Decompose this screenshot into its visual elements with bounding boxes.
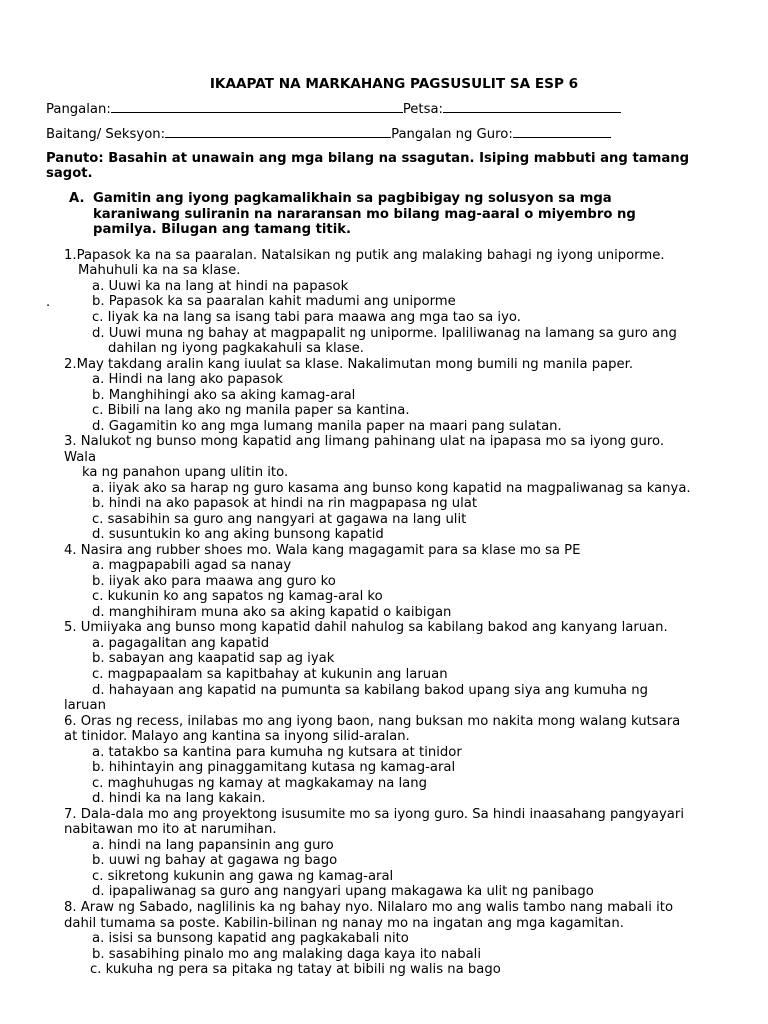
section-label: Baitang/ Seksyon: xyxy=(46,127,166,142)
instructions-line-1: Panuto: Basahin at unawain ang mga bilang na ssagutan. Isiping mabbuti ang tamang xyxy=(46,151,690,166)
q4-option-c: c. kukunin ko ang sapatos ng kamag-aral ko xyxy=(92,589,383,604)
stray-mark: . xyxy=(46,295,51,310)
q6-option-a: a. tatakbo sa kantina para kumuha ng kutsara at tinidor xyxy=(92,745,462,760)
q3-stem: 3. Nalukot ng bunso mong kapatid ang limang pahinang ulat na ipapasa mo sa iyong guro. xyxy=(64,434,665,449)
q5-option-a: a. pagagalitan ang kapatid xyxy=(92,636,270,651)
section-a-marker: A. xyxy=(69,191,85,206)
q5-stem: 5. Umiiyaka ang bunso mong kapatid dahil nahulog sa kabilang bakod ang kanyang laruan. xyxy=(64,620,668,635)
q8-stem-cont: dahil tumama sa poste. Kabilin-bilinan ng nanay mo na ingatan ang mga kagamitan. xyxy=(64,916,624,931)
instructions-line-2: sagot. xyxy=(46,166,93,181)
q3-stem-cont: Wala xyxy=(64,450,97,465)
q4-option-a: a. magpapabili agad sa nanay xyxy=(92,558,292,573)
q3-option-c: c. sasabihin sa guro ang nangyari at gagawa na lang ulit xyxy=(92,512,467,527)
section-blank[interactable] xyxy=(165,125,391,138)
q6-option-b: b. hihintayin ang pinaggamitang kutasa ng kamag-aral xyxy=(92,760,456,775)
q5-option-b: b. sabayan ang kaapatid sap ag iyak xyxy=(92,651,335,666)
name-date-row xyxy=(46,100,621,118)
q3-stem-cont-2: ka ng panahon upang ulitin ito. xyxy=(82,465,289,480)
section-a-line-3: pamilya. Bilugan ang tamang titik. xyxy=(93,222,352,237)
q2-option-a: a. Hindi na lang ako papasok xyxy=(92,372,283,387)
q8-option-c: c. kukuha ng pera sa pitaka ng tatay at bibili ng walis na bago xyxy=(90,962,501,977)
q1-option-a: a. Uuwi ka na lang at hindi na papasok xyxy=(92,279,349,294)
q8-option-b: b. sasabihing pinalo mo ang malaking daga kaya ito nabali xyxy=(92,947,482,962)
q7-option-b: b. uuwi ng bahay at gagawa ng bago xyxy=(92,853,338,868)
q3-option-b: b. hindi na ako papasok at hindi na rin magpapasa ng ulat xyxy=(92,496,478,511)
q7-option-d: d. ipapaliwanag sa guro ang nangyari upang makagawa ka ulit ng panibago xyxy=(92,884,594,899)
q4-stem: 4. Nasira ang rubber shoes mo. Wala kang magagamit para sa klase mo sa PE xyxy=(64,543,581,558)
date-blank[interactable] xyxy=(443,100,621,113)
q3-option-a: a. iiyak ako sa harap ng guro kasama ang bunso kong kapatid na magpaliwanag sa kanya. xyxy=(92,481,691,496)
q5-option-d-cont: laruan xyxy=(64,698,106,713)
q7-option-a: a. hindi na lang papansinin ang guro xyxy=(92,838,334,853)
q7-stem-cont: nabitawan mo ito at narumihan. xyxy=(64,822,277,837)
section-teacher-row xyxy=(46,125,611,143)
q6-stem: 6. Oras ng recess, inilabas mo ang iyong baon, nang buksan mo nakita mong walang kutsara xyxy=(64,714,681,729)
q6-option-c: c. maghuhugas ng kamay at magkakamay na lang xyxy=(92,776,427,791)
teacher-label: Pangalan ng Guro: xyxy=(391,127,513,142)
q8-stem: 8. Araw ng Sabado, naglilinis ka ng bahay nyo. Nilalaro mo ang walis tambo nang mabali ito xyxy=(64,900,674,915)
name-blank[interactable] xyxy=(111,100,403,113)
q7-option-c: c. sikretong kukunin ang gawa ng kamag-aral xyxy=(92,869,394,884)
q2-option-b: b. Manghihingi ako sa aking kamag-aral xyxy=(92,388,356,403)
q6-stem-cont: at tinidor. Malayo ang kantina sa inyong silid-aralan. xyxy=(64,729,410,744)
q1-stem: 1.Papasok ka na sa paaralan. Natalsikan ng putik ang malaking bahagi ng iyong uniporme. xyxy=(64,248,665,263)
name-label: Pangalan: xyxy=(46,102,111,117)
q1-option-d-cont: dahilan ng iyong pagkakahuli sa klase. xyxy=(108,341,364,356)
q6-option-d: d. hindi ka na lang kakain. xyxy=(92,791,266,806)
date-label: Petsa: xyxy=(402,102,443,117)
q2-option-d: d. Gagamitin ko ang mga lumang manila paper na maari pang sulatan. xyxy=(92,419,562,434)
q7-stem: 7. Dala-dala mo ang proyektong isusumite mo sa iyong guro. Sa hindi inaasahang pangyayari xyxy=(64,807,684,822)
q2-option-c: c. Bibili na lang ako ng manila paper sa kantina. xyxy=(92,403,410,418)
q3-option-d: d. susuntukin ko ang aking bunsong kapatid xyxy=(92,527,384,542)
section-a-line-2: karaniwang suliranin na nararansan mo bilang mag-aaral o miyembro ng xyxy=(93,207,636,222)
q2-stem: 2.May takdang aralin kang iuulat sa klase. Nakalimutan mong bumili ng manila paper. xyxy=(64,357,634,372)
section-a-line-1: Gamitin ang iyong pagkamalikhain sa pagbibigay ng solusyon sa mga xyxy=(93,191,612,206)
q8-option-a: a. isisi sa bunsong kapatid ang pagkakabali nito xyxy=(92,931,409,946)
teacher-blank[interactable] xyxy=(513,125,611,138)
q5-option-c: c. magpapaalam sa kapitbahay at kukunin ang laruan xyxy=(92,667,448,682)
q5-option-d: d. hahayaan ang kapatid na pumunta sa kabilang bakod upang siya ang kumuha ng xyxy=(92,683,648,698)
q1-stem-cont: Mahuhuli ka na sa klase. xyxy=(78,263,241,278)
q4-option-b: b. iiyak ako para maawa ang guro ko xyxy=(92,574,336,589)
page-title: IKAAPAT NA MARKAHANG PAGSUSULIT SA ESP 6 xyxy=(209,76,579,92)
q1-option-d: d. Uuwi muna ng bahay at magpapalit ng uniporme. Ipaliliwanag na lamang sa guro ang xyxy=(92,326,677,341)
q1-option-b: b. Papasok ka sa paaralan kahit madumi ang uniporme xyxy=(92,294,456,309)
q4-option-d: d. manghihiram muna ako sa aking kapatid o kaibigan xyxy=(92,605,452,620)
q1-option-c: c. Iiyak ka na lang sa isang tabi para maawa ang mga tao sa iyo. xyxy=(92,310,521,325)
